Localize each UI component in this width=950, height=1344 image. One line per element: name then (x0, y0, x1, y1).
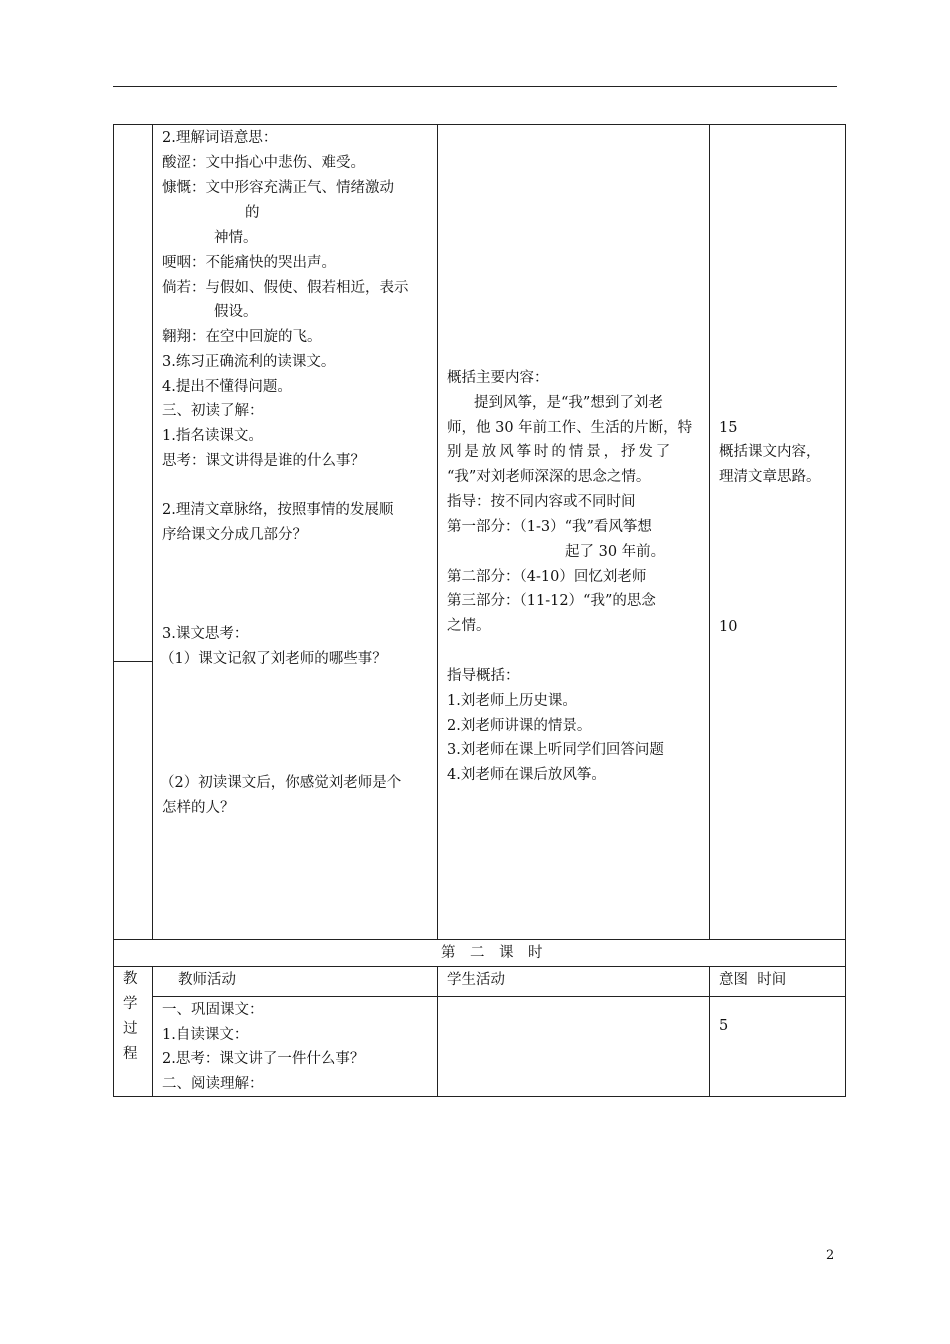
label-char: 学 (123, 996, 138, 1012)
text-line: 指导概括： (447, 668, 520, 684)
text-line: 指导：按不同内容或不同时间 (447, 494, 636, 510)
section-title: 第 二 课 时 (441, 945, 543, 961)
text-line: “我”对刘老师深深的思念之情。 (447, 469, 651, 485)
text-line: 翱翔：在空中回旋的飞。 (162, 329, 322, 345)
col-divider-1-lower (152, 966, 153, 1097)
section-row-top (113, 939, 846, 940)
col-divider-1 (152, 124, 153, 939)
text-line: 的 (245, 205, 260, 221)
text-line: 二、阅读理解： (162, 1076, 264, 1092)
text-line: 概括主要内容： (447, 370, 549, 386)
text-line: 师，他 30 年前工作、生活的片断，特 (447, 420, 693, 436)
text-line: 第二部分：（4-10）回忆刘老师 (447, 569, 647, 585)
text-line: 起了 30 年前。 (565, 544, 666, 560)
text-line: 2.理解词语意思： (162, 130, 278, 146)
text-line: 假设。 (214, 304, 258, 320)
col-divider-2 (437, 124, 438, 939)
header-rule (113, 86, 837, 87)
table-left-border (113, 124, 114, 1097)
table-right-border (845, 124, 846, 1097)
time-value: 5 (719, 1018, 729, 1034)
text-line: 哽咽：不能痛快的哭出声。 (162, 255, 336, 271)
col-divider-3-lower (709, 966, 710, 1097)
text-line: 思考：课文讲得是谁的什么事？ (162, 453, 365, 469)
text-line: （2）初读课文后，你感觉刘老师是个 (160, 775, 402, 791)
text-line: 1.指名读课文。 (162, 428, 263, 444)
label-char: 程 (123, 1046, 138, 1062)
text-line: 提到风筝，是“我”想到了刘老 (474, 395, 663, 411)
time-value: 15 (719, 420, 738, 436)
text-line: 三、初读了解： (162, 403, 264, 419)
text-line: 4.刘老师在课后放风筝。 (447, 767, 606, 783)
text-line: 2.思考：课文讲了一件什么事？ (162, 1051, 365, 1067)
text-line: 2.刘老师讲课的情景。 (447, 718, 592, 734)
text-line: 神情。 (214, 230, 258, 246)
text-line: 1.刘老师上历史课。 (447, 693, 577, 709)
text-line: 第三部分：（11-12）“我”的思念 (447, 593, 656, 609)
label-char: 教 (123, 971, 138, 987)
text-line: 倘若：与假如、假使、假若相近，表示 (162, 280, 409, 296)
header-row-bottom (152, 996, 846, 997)
text-line: 酸涩：文中指心中悲伤、难受。 (162, 155, 365, 171)
col-divider-2-lower (437, 966, 438, 1097)
text-line: 4.提出不懂得问题。 (162, 379, 292, 395)
teacher-activity-header: 教师活动 (178, 972, 236, 988)
table-top-border (113, 124, 846, 125)
col-divider-3 (709, 124, 710, 939)
text-line: （1）课文记叙了刘老师的哪些事？ (160, 651, 387, 667)
text-line: 3.课文思考： (162, 626, 249, 642)
header-row-top (113, 966, 846, 967)
text-line: 怎样的人？ (162, 800, 235, 816)
text-line: 1.自读课文： (162, 1027, 249, 1043)
left-col-inner-line (113, 661, 153, 662)
intent-time-header: 意图 时间 (719, 972, 787, 988)
time-value: 10 (719, 619, 738, 635)
text-line: 3.刘老师在课上听同学们回答问题 (447, 742, 664, 758)
student-activity-header: 学生活动 (447, 972, 505, 988)
text-line: 2.理清文章脉络，按照事情的发展顺 (162, 502, 394, 518)
text-line: 3.练习正确流利的读课文。 (162, 354, 336, 370)
text-line: 序给课文分成几部分？ (162, 527, 307, 543)
intent-text: 理清文章思路。 (719, 469, 821, 485)
text-line: 一、巩固课文： (162, 1002, 264, 1018)
text-line: 慷慨：文中形容充满正气、情绪激动 (162, 180, 394, 196)
text-line: 第一部分：（1-3）“我”看风筝想 (447, 519, 652, 535)
label-char: 过 (123, 1021, 138, 1037)
page-number: 2 (826, 1248, 835, 1263)
text-line: 之情。 (447, 618, 491, 634)
text-line: 别是放风筝时的情景，抒发了 (447, 444, 674, 460)
intent-text: 概括课文内容， (719, 444, 821, 460)
